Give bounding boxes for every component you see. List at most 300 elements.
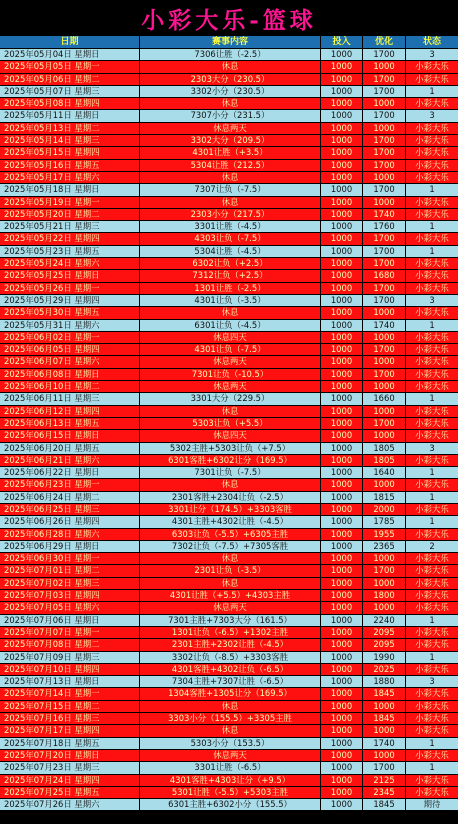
cell-status: 1 [406, 516, 458, 528]
cell-optimized: 1000 [363, 123, 406, 135]
cell-date: 2025年07月24日 星期四 [0, 775, 140, 787]
cell-status: 1 [406, 762, 458, 774]
cell-status: 小彩大乐 [406, 578, 458, 590]
cell-stake: 1000 [321, 775, 363, 787]
cell-match: 3303小分（155.5）+3305主胜 [140, 713, 321, 725]
cell-optimized: 1845 [363, 799, 406, 811]
cell-match: 7306让胜（-2.5） [140, 49, 321, 61]
cell-stake: 1000 [321, 221, 363, 233]
cell-status: 小彩大乐 [406, 430, 458, 442]
table-row [0, 356, 458, 368]
cell-status: 小彩大乐 [406, 332, 458, 344]
cell-date: 2025年05月17日 星期六 [0, 172, 140, 184]
table-row [0, 209, 458, 221]
cell-status: 小彩大乐 [406, 406, 458, 418]
table-row [0, 467, 458, 479]
cell-status: 小彩大乐 [406, 381, 458, 393]
cell-status: 1 [406, 393, 458, 405]
cell-date: 2025年05月23日 星期五 [0, 246, 140, 258]
cell-status: 小彩大乐 [406, 270, 458, 282]
cell-match: 5304让胜（-4.5） [140, 246, 321, 258]
cell-stake: 1000 [321, 615, 363, 627]
table-row [0, 258, 458, 270]
cell-match: 休息两天 [140, 750, 321, 762]
cell-status: 小彩大乐 [406, 418, 458, 430]
cell-optimized: 1880 [363, 676, 406, 688]
cell-optimized: 1000 [363, 197, 406, 209]
cell-stake: 1000 [321, 295, 363, 307]
cell-status: 小彩大乐 [406, 369, 458, 381]
cell-stake: 1000 [321, 553, 363, 565]
cell-date: 2025年05月07日 星期三 [0, 86, 140, 98]
table-row [0, 713, 458, 725]
cell-match: 休息 [140, 307, 321, 319]
cell-stake: 1000 [321, 418, 363, 430]
cell-match: 4301主胜+4302让胜（-4.5） [140, 516, 321, 528]
cell-optimized: 1660 [363, 393, 406, 405]
cell-stake: 1000 [321, 147, 363, 159]
cell-stake: 1000 [321, 590, 363, 602]
cell-date: 2025年06月12日 星期四 [0, 406, 140, 418]
cell-stake: 1000 [321, 602, 363, 614]
cell-optimized: 1700 [363, 344, 406, 356]
cell-status: 1 [406, 320, 458, 332]
cell-optimized: 1000 [363, 430, 406, 442]
cell-optimized: 1000 [363, 356, 406, 368]
cell-stake: 1000 [321, 209, 363, 221]
cell-date: 2025年05月11日 星期日 [0, 110, 140, 122]
cell-match: 1301让胜（-2.5） [140, 283, 321, 295]
table-row [0, 799, 458, 811]
title-bar [0, 0, 458, 36]
cell-optimized: 1700 [363, 258, 406, 270]
cell-stake: 1000 [321, 258, 363, 270]
cell-date: 2025年06月25日 星期三 [0, 504, 140, 516]
cell-match: 4301让负（-3.5） [140, 295, 321, 307]
table-row [0, 627, 458, 639]
cell-stake: 1000 [321, 123, 363, 135]
cell-status: 3 [406, 443, 458, 455]
cell-stake: 1000 [321, 565, 363, 577]
cell-optimized: 1700 [363, 74, 406, 86]
cell-match: 3302大分（209.5） [140, 135, 321, 147]
cell-status: 小彩大乐 [406, 590, 458, 602]
table-row [0, 86, 458, 98]
cell-date: 2025年05月29日 星期四 [0, 295, 140, 307]
cell-optimized: 1845 [363, 688, 406, 700]
table-row [0, 49, 458, 61]
cell-optimized: 1700 [363, 160, 406, 172]
cell-match: 7304主胜+7307让胜（-6.5） [140, 676, 321, 688]
cell-status: 1 [406, 246, 458, 258]
cell-optimized: 1000 [363, 406, 406, 418]
cell-optimized: 1680 [363, 270, 406, 282]
table-row [0, 664, 458, 676]
table-row [0, 123, 458, 135]
cell-match: 休息 [140, 701, 321, 713]
cell-match: 休息 [140, 578, 321, 590]
cell-date: 2025年07月14日 星期一 [0, 688, 140, 700]
cell-date: 2025年05月14日 星期三 [0, 135, 140, 147]
cell-stake: 1000 [321, 467, 363, 479]
cell-optimized: 1000 [363, 98, 406, 110]
cell-optimized: 1700 [363, 295, 406, 307]
cell-stake: 1000 [321, 270, 363, 282]
cell-optimized: 1700 [363, 369, 406, 381]
cell-match: 4301让胜（+3.5） [140, 147, 321, 159]
cell-date: 2025年06月28日 星期六 [0, 529, 140, 541]
cell-stake: 1000 [321, 787, 363, 799]
cell-match: 7301主胜+7303大分（161.5） [140, 615, 321, 627]
table-row [0, 98, 458, 110]
table-row [0, 295, 458, 307]
cell-stake: 1000 [321, 283, 363, 295]
cell-match: 4301让胜（+5.5）+4303主胜 [140, 590, 321, 602]
cell-status: 1 [406, 738, 458, 750]
table-row [0, 541, 458, 553]
table-row [0, 172, 458, 184]
cell-stake: 1000 [321, 627, 363, 639]
cell-status: 小彩大乐 [406, 283, 458, 295]
header-date: 日期 [0, 36, 140, 49]
cell-date: 2025年05月21日 星期三 [0, 221, 140, 233]
cell-match: 2303小分（217.5） [140, 209, 321, 221]
cell-stake: 1000 [321, 320, 363, 332]
cell-status: 1 [406, 221, 458, 233]
table-row [0, 61, 458, 73]
cell-stake: 1000 [321, 356, 363, 368]
cell-match: 4301让负（-7.5） [140, 344, 321, 356]
table-header [0, 36, 458, 49]
cell-optimized: 1640 [363, 467, 406, 479]
cell-optimized: 1000 [363, 61, 406, 73]
table-row [0, 320, 458, 332]
cell-date: 2025年07月02日 星期三 [0, 578, 140, 590]
cell-status: 小彩大乐 [406, 307, 458, 319]
cell-match: 7302让负（-7.5）+7305客胜 [140, 541, 321, 553]
cell-optimized: 1955 [363, 529, 406, 541]
cell-date: 2025年07月09日 星期三 [0, 652, 140, 664]
cell-optimized: 1000 [363, 172, 406, 184]
cell-date: 2025年07月26日 星期六 [0, 799, 140, 811]
cell-optimized: 1000 [363, 750, 406, 762]
table-row [0, 233, 458, 245]
table-row [0, 553, 458, 565]
cell-match: 5303小分（153.5） [140, 738, 321, 750]
cell-stake: 1000 [321, 430, 363, 442]
cell-optimized: 1805 [363, 455, 406, 467]
cell-optimized: 2240 [363, 615, 406, 627]
cell-match: 5301让胜（-5.5）+5303主胜 [140, 787, 321, 799]
cell-optimized: 1700 [363, 49, 406, 61]
cell-date: 2025年06月07日 星期六 [0, 356, 140, 368]
cell-stake: 1000 [321, 664, 363, 676]
cell-optimized: 1760 [363, 221, 406, 233]
table-row [0, 578, 458, 590]
cell-match: 休息 [140, 553, 321, 565]
cell-stake: 1000 [321, 738, 363, 750]
cell-match: 7301让负（-7.5） [140, 467, 321, 479]
cell-match: 7312让负（+2.5） [140, 270, 321, 282]
cell-match: 2301主胜+2302让胜（-4.5） [140, 639, 321, 651]
cell-optimized: 1700 [363, 86, 406, 98]
cell-match: 4301客胜+4302让负（-6.5） [140, 664, 321, 676]
cell-match: 4301客胜+4303让分（+9.5） [140, 775, 321, 787]
table-row [0, 393, 458, 405]
cell-stake: 1000 [321, 578, 363, 590]
cell-optimized: 1700 [363, 283, 406, 295]
cell-stake: 1000 [321, 529, 363, 541]
cell-status: 小彩大乐 [406, 135, 458, 147]
cell-optimized: 1700 [363, 110, 406, 122]
cell-match: 2301让负（-3.5） [140, 565, 321, 577]
cell-match: 5303让负（+5.5） [140, 418, 321, 430]
table-row [0, 652, 458, 664]
table-row [0, 701, 458, 713]
cell-status: 小彩大乐 [406, 160, 458, 172]
cell-match: 休息两天 [140, 356, 321, 368]
table-row [0, 430, 458, 442]
table-row [0, 762, 458, 774]
table-row [0, 750, 458, 762]
cell-match: 3301让胜（-4.5） [140, 221, 321, 233]
cell-match: 3302小分（230.5） [140, 86, 321, 98]
cell-date: 2025年07月03日 星期四 [0, 590, 140, 602]
cell-stake: 1000 [321, 676, 363, 688]
cell-date: 2025年06月24日 星期二 [0, 492, 140, 504]
cell-stake: 1000 [321, 98, 363, 110]
cell-date: 2025年06月23日 星期一 [0, 479, 140, 491]
table-row [0, 443, 458, 455]
table-row [0, 406, 458, 418]
cell-date: 2025年05月20日 星期二 [0, 209, 140, 221]
table-row [0, 110, 458, 122]
cell-status: 小彩大乐 [406, 688, 458, 700]
cell-stake: 1000 [321, 479, 363, 491]
cell-match: 3301让胜（-6.5） [140, 762, 321, 774]
cell-status: 小彩大乐 [406, 233, 458, 245]
cell-match: 6303让负（-5.5）+6305主胜 [140, 529, 321, 541]
cell-match: 7307小分（231.5） [140, 110, 321, 122]
cell-stake: 1000 [321, 307, 363, 319]
cell-stake: 1000 [321, 110, 363, 122]
table-row [0, 221, 458, 233]
cell-optimized: 1800 [363, 590, 406, 602]
cell-status: 1 [406, 184, 458, 196]
cell-status: 小彩大乐 [406, 775, 458, 787]
cell-match: 休息 [140, 61, 321, 73]
cell-date: 2025年06月10日 星期二 [0, 381, 140, 393]
cell-match: 2303大分（230.5） [140, 74, 321, 86]
header-optimized: 优化 [363, 36, 406, 49]
cell-date: 2025年05月04日 星期日 [0, 49, 140, 61]
cell-status: 小彩大乐 [406, 602, 458, 614]
cell-date: 2025年05月16日 星期五 [0, 160, 140, 172]
cell-date: 2025年06月05日 星期四 [0, 344, 140, 356]
table-row [0, 516, 458, 528]
cell-stake: 1000 [321, 393, 363, 405]
cell-match: 休息四天 [140, 430, 321, 442]
cell-stake: 1000 [321, 246, 363, 258]
cell-optimized: 1700 [363, 418, 406, 430]
cell-status: 1 [406, 467, 458, 479]
cell-optimized: 1000 [363, 479, 406, 491]
cell-date: 2025年05月06日 星期二 [0, 74, 140, 86]
cell-status: 3 [406, 295, 458, 307]
header-stake: 投入 [321, 36, 363, 49]
cell-optimized: 2345 [363, 787, 406, 799]
cell-date: 2025年07月16日 星期三 [0, 713, 140, 725]
cell-date: 2025年05月26日 星期一 [0, 283, 140, 295]
cell-match: 7301让负（-10.5） [140, 369, 321, 381]
table-row [0, 135, 458, 147]
cell-match: 2301客胜+2304让负（-2.5） [140, 492, 321, 504]
cell-optimized: 2095 [363, 639, 406, 651]
table-row [0, 787, 458, 799]
table-row [0, 725, 458, 737]
cell-match: 5304让胜（212.5） [140, 160, 321, 172]
cell-date: 2025年05月18日 星期日 [0, 184, 140, 196]
table-row [0, 455, 458, 467]
table-row [0, 639, 458, 651]
table-row [0, 775, 458, 787]
cell-date: 2025年07月08日 星期二 [0, 639, 140, 651]
cell-status: 3 [406, 676, 458, 688]
cell-stake: 1000 [321, 172, 363, 184]
cell-date: 2025年07月20日 星期日 [0, 750, 140, 762]
cell-date: 2025年06月08日 星期日 [0, 369, 140, 381]
cell-date: 2025年05月13日 星期二 [0, 123, 140, 135]
cell-match: 1304客胜+1305让分（169.5） [140, 688, 321, 700]
cell-status: 小彩大乐 [406, 479, 458, 491]
cell-date: 2025年07月06日 星期日 [0, 615, 140, 627]
cell-match: 休息两天 [140, 381, 321, 393]
cell-optimized: 1000 [363, 701, 406, 713]
cell-date: 2025年05月24日 星期六 [0, 258, 140, 270]
cell-stake: 1000 [321, 541, 363, 553]
cell-stake: 1000 [321, 639, 363, 651]
cell-status: 1 [406, 86, 458, 98]
cell-optimized: 1000 [363, 578, 406, 590]
cell-date: 2025年07月18日 星期五 [0, 738, 140, 750]
table-row [0, 160, 458, 172]
cell-stake: 1000 [321, 160, 363, 172]
page-title: 小彩大乐-篮球 [141, 7, 317, 34]
cell-match: 3301大分（229.5） [140, 393, 321, 405]
cell-status: 1 [406, 652, 458, 664]
cell-optimized: 1740 [363, 209, 406, 221]
cell-optimized: 1700 [363, 135, 406, 147]
table-row [0, 529, 458, 541]
cell-stake: 1000 [321, 688, 363, 700]
cell-date: 2025年06月13日 星期五 [0, 418, 140, 430]
cell-match: 3301让分（174.5）+3303客胜 [140, 504, 321, 516]
cell-date: 2025年07月23日 星期三 [0, 762, 140, 774]
cell-stake: 1000 [321, 443, 363, 455]
cell-match: 5302主胜+5303让负（+7.5） [140, 443, 321, 455]
cell-stake: 1000 [321, 233, 363, 245]
table-row [0, 492, 458, 504]
cell-match: 4303让负（-7.5） [140, 233, 321, 245]
cell-status: 2 [406, 541, 458, 553]
cell-match: 休息 [140, 725, 321, 737]
cell-stake: 1000 [321, 701, 363, 713]
cell-stake: 1000 [321, 369, 363, 381]
cell-date: 2025年07月05日 星期六 [0, 602, 140, 614]
cell-status: 小彩大乐 [406, 725, 458, 737]
cell-match: 6301让负（-4.5） [140, 320, 321, 332]
cell-match: 休息四天 [140, 332, 321, 344]
cell-stake: 1000 [321, 455, 363, 467]
cell-date: 2025年06月21日 星期六 [0, 455, 140, 467]
cell-optimized: 1845 [363, 713, 406, 725]
cell-optimized: 1785 [363, 516, 406, 528]
cell-date: 2025年07月07日 星期一 [0, 627, 140, 639]
cell-date: 2025年07月13日 星期日 [0, 676, 140, 688]
header-match: 赛事内容 [140, 36, 321, 49]
table-row [0, 381, 458, 393]
cell-match: 1301让负（-6.5）+1302主胜 [140, 627, 321, 639]
cell-optimized: 1700 [363, 565, 406, 577]
cell-stake: 1000 [321, 762, 363, 774]
table-row [0, 504, 458, 516]
cell-status: 1 [406, 492, 458, 504]
table-row [0, 332, 458, 344]
cell-date: 2025年06月30日 星期一 [0, 553, 140, 565]
cell-stake: 1000 [321, 74, 363, 86]
cell-status: 3 [406, 49, 458, 61]
cell-status: 小彩大乐 [406, 344, 458, 356]
cell-match: 休息两天 [140, 123, 321, 135]
cell-optimized: 2365 [363, 541, 406, 553]
cell-status: 小彩大乐 [406, 172, 458, 184]
cell-stake: 1000 [321, 725, 363, 737]
cell-status: 小彩大乐 [406, 455, 458, 467]
cell-stake: 1000 [321, 197, 363, 209]
cell-status: 小彩大乐 [406, 258, 458, 270]
cell-status: 小彩大乐 [406, 504, 458, 516]
cell-date: 2025年06月20日 星期五 [0, 443, 140, 455]
cell-status: 小彩大乐 [406, 565, 458, 577]
table-row [0, 565, 458, 577]
table-row [0, 418, 458, 430]
cell-optimized: 1700 [363, 762, 406, 774]
cell-optimized: 1000 [363, 307, 406, 319]
cell-status: 小彩大乐 [406, 74, 458, 86]
cell-date: 2025年07月17日 星期四 [0, 725, 140, 737]
cell-stake: 1000 [321, 516, 363, 528]
cell-date: 2025年07月10日 星期四 [0, 664, 140, 676]
cell-status: 小彩大乐 [406, 553, 458, 565]
table-row [0, 369, 458, 381]
cell-date: 2025年05月08日 星期四 [0, 98, 140, 110]
cell-date: 2025年06月11日 星期三 [0, 393, 140, 405]
cell-date: 2025年05月05日 星期一 [0, 61, 140, 73]
cell-status: 小彩大乐 [406, 123, 458, 135]
table-row [0, 602, 458, 614]
cell-optimized: 1805 [363, 443, 406, 455]
cell-optimized: 1990 [363, 652, 406, 664]
cell-optimized: 1000 [363, 332, 406, 344]
cell-stake: 1000 [321, 86, 363, 98]
cell-match: 6301客胜+6302让分（169.5） [140, 455, 321, 467]
table-row [0, 283, 458, 295]
cell-status: 小彩大乐 [406, 750, 458, 762]
cell-match: 休息 [140, 479, 321, 491]
table-row [0, 344, 458, 356]
table-row [0, 688, 458, 700]
cell-status: 小彩大乐 [406, 787, 458, 799]
